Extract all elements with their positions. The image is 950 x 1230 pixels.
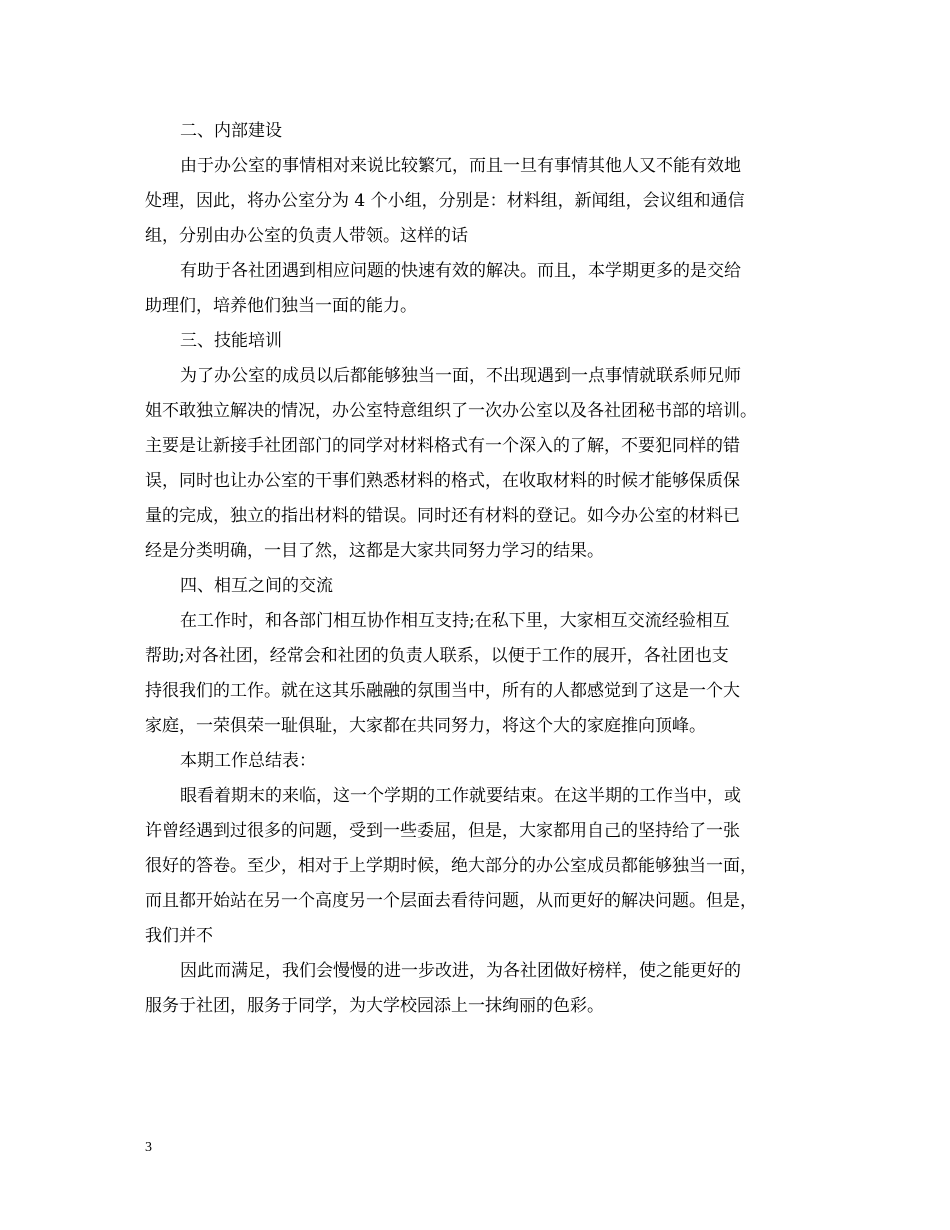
paragraph-line: 帮助;对各社团，经常会和社团的负责人联系，以便于工作的展开，各社团也支	[145, 646, 729, 666]
paragraph-line: 处理，因此，将办公室分为 4 个小组，分别是：材料组，新闻组，会议组和通信	[145, 191, 745, 211]
paragraph-line: 持很我们的工作。就在这其乐融融的氛围当中，所有的人都感觉到了这是一个大	[145, 681, 740, 701]
paragraph-line: 经是分类明确，一目了然，这都是大家共同努力学习的结果。	[145, 541, 604, 561]
paragraph-line: 我们并不	[145, 926, 213, 946]
paragraph-line: 在工作时，和各部门相互协作相互支持;在私下里，大家相互交流经验相互	[180, 611, 730, 631]
paragraph-line: 有助于各社团遇到相应问题的快速有效的解决。而且，本学期更多的是交给	[180, 261, 741, 281]
paragraph-line: 服务于社团，服务于同学，为大学校园添上一抹绚丽的色彩。	[145, 996, 604, 1016]
page-number: 3	[145, 1140, 152, 1155]
paragraph-line: 组，分别由办公室的负责人带领。这样的话	[145, 226, 468, 246]
paragraph-line: 姐不敢独立解决的情况，办公室特意组织了一次办公室以及各社团秘书部的培训。	[145, 401, 757, 421]
paragraph-line: 为了办公室的成员以后都能够独当一面，不出现遇到一点事情就联系师兄师	[180, 366, 741, 386]
paragraph-line: 家庭，一荣俱荣一耻俱耻，大家都在共同努力，将这个大的家庭推向顶峰。	[145, 716, 706, 736]
section-heading-summary-table: 本期工作总结表：	[180, 751, 316, 771]
paragraph-line: 许曾经遇到过很多的问题，受到一些委屈，但是，大家都用自己的坚持给了一张	[145, 821, 740, 841]
paragraph-line: 因此而满足，我们会慢慢的进一步改进，为各社团做好榜样，使之能更好的	[180, 961, 741, 981]
paragraph-line: 眼看着期末的来临，这一个学期的工作就要结束。在这半期的工作当中，或	[180, 786, 741, 806]
paragraph-line: 误，同时也让办公室的干事们熟悉材料的格式，在收取材料的时候才能够保质保	[145, 471, 740, 491]
paragraph-line: 主要是让新接手社团部门的同学对材料格式有一个深入的了解，不要犯同样的错	[145, 436, 740, 456]
paragraph-line: 很好的答卷。至少，相对于上学期时候，绝大部分的办公室成员都能够独当一面，	[145, 856, 757, 876]
section-heading-mutual-communication: 四、相互之间的交流	[180, 576, 333, 596]
paragraph-line: 助理们，培养他们独当一面的能力。	[145, 296, 417, 316]
paragraph-line: 而且都开始站在另一个高度另一个层面去看待问题，从而更好的解决问题。但是，	[145, 891, 757, 911]
section-heading-internal-construction: 二、内部建设	[180, 121, 282, 141]
section-heading-skill-training: 三、技能培训	[180, 331, 282, 351]
paragraph-line: 量的完成，独立的指出材料的错误。同时还有材料的登记。如今办公室的材料已	[145, 506, 740, 526]
paragraph-line: 由于办公室的事情相对来说比较繁冗，而且一旦有事情其他人又不能有效地	[180, 156, 741, 176]
